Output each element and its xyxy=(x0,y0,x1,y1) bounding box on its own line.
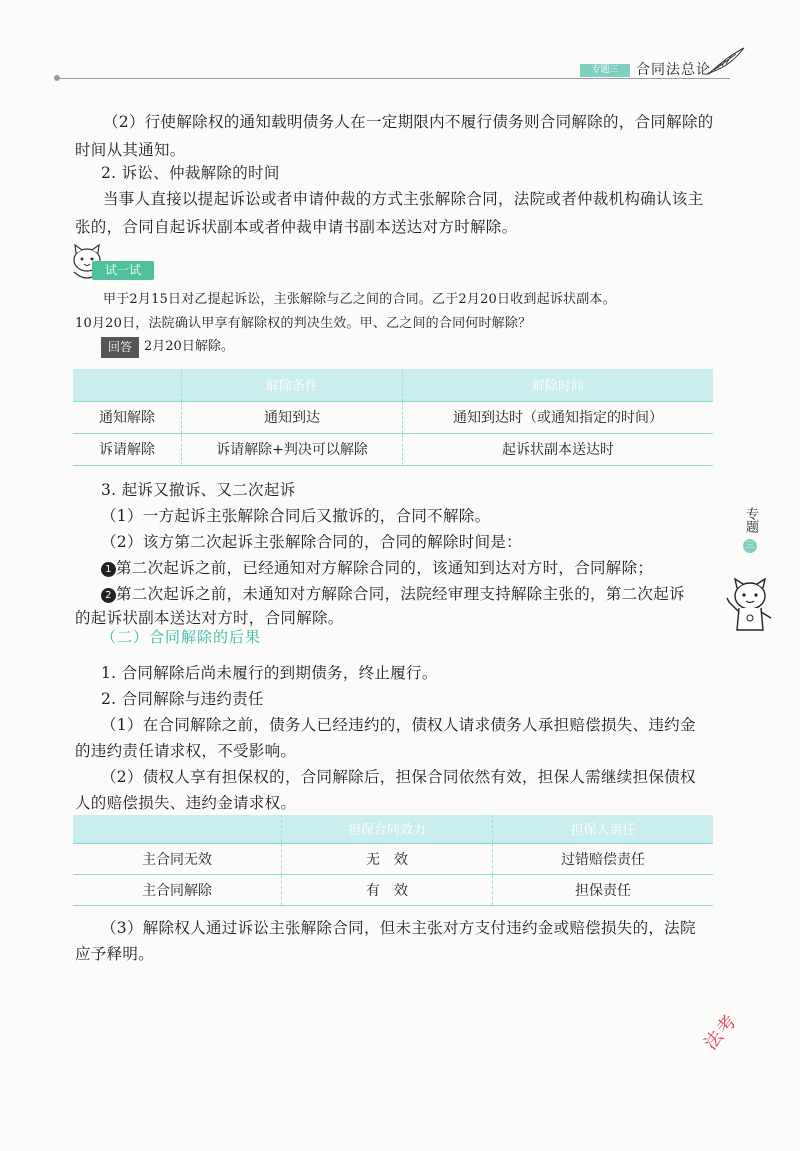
intro-heading-2: 2. 诉讼、仲裁解除的时间 xyxy=(101,164,280,182)
try-it-question-line-1: 甲于2月15日对乙提起诉讼，主张解除与乙之间的合同。乙于2月20日收到起诉状副本。 xyxy=(103,292,616,307)
section3-bullet-2-text: 第二次起诉之前，未通知对方解除合同，法院经审理支持解除主张的，第二次起诉 xyxy=(116,585,685,603)
closing-paragraph-cont: 应予释明。 xyxy=(75,945,155,963)
table1-header-condition: 解除条件 xyxy=(182,369,403,401)
table-row xyxy=(73,433,713,465)
bullet-number-1: 1 xyxy=(101,562,116,577)
waving-cat-icon xyxy=(725,578,775,636)
section3-item-1: （1）一方起诉主张解除合同后又撤诉的，合同不解除。 xyxy=(101,507,491,525)
table-row xyxy=(73,401,713,433)
consequence-item-1: 1. 合同解除后尚未履行的到期债务，终止履行。 xyxy=(101,664,438,682)
try-it-question-line-2: 10月20日，法院确认甲享有解除权的判决生效。甲、乙之间的合同何时解除？ xyxy=(75,316,532,331)
section3-bullet-1-text: 第二次起诉之前，已经通知对方解除合同的，该通知到达对方时，合同解除； xyxy=(116,559,654,577)
table1-header-empty xyxy=(73,369,182,401)
answer-text: 2月20日解除。 xyxy=(144,339,234,354)
guarantee-effect-table xyxy=(73,815,713,906)
table2-header-empty xyxy=(73,815,282,843)
header-rule xyxy=(55,78,730,79)
closing-paragraph: （3）解除权人通过诉讼主张解除合同，但未主张对方支付违约金或赔偿损失的，法院 xyxy=(101,919,696,937)
consequence-item-2: 2. 合同解除与违约责任 xyxy=(101,690,264,708)
table1-cell: 通知到达时（或通知指定的时间） xyxy=(403,401,714,433)
table2-cell: 主合同无效 xyxy=(73,843,282,874)
side-tab-number: 三 xyxy=(743,539,757,553)
section3-bullet-1 xyxy=(101,554,653,582)
table2-cell: 无 效 xyxy=(282,843,493,874)
table1-cell: 通知解除 xyxy=(73,401,182,433)
answer-label: 回答 xyxy=(101,337,139,358)
bullet-number-2: 2 xyxy=(101,588,116,603)
table1-header-time: 解除时间 xyxy=(403,369,714,401)
stamp-watermark: 法考 xyxy=(700,1009,743,1055)
section3-item-2: （2）该方第二次起诉主张解除合同的，合同的解除时间是： xyxy=(101,533,522,551)
table2-cell: 过错赔偿责任 xyxy=(493,843,714,874)
header-topic-tag: 专题三 xyxy=(580,64,630,77)
section3-bullet-2-cont: 的起诉状副本送达对方时，合同解除。 xyxy=(75,609,344,627)
feather-icon xyxy=(706,46,746,76)
table2-header-effect: 担保合同效力 xyxy=(282,815,493,843)
table2-cell: 有 效 xyxy=(282,874,493,905)
section-heading-consequence: （二）合同解除的后果 xyxy=(101,628,262,646)
table2-header-liability: 担保人责任 xyxy=(493,815,714,843)
table2-cell: 主合同解除 xyxy=(73,874,282,905)
intro-paragraph-1: （2）行使解除权的通知载明债务人在一定期限内不履行债务则合同解除的，合同解除的时间从其通知。 xyxy=(75,113,714,159)
table1-cell: 起诉状副本送达时 xyxy=(403,433,714,465)
intro-paragraph-2: 当事人直接以提起诉讼或者申请仲裁的方式主张解除合同，法院或者仲裁机构确认该主张的，合同自起诉状副本或者仲裁申请书副本送达对方时解除。 xyxy=(75,190,704,236)
side-topic-tab xyxy=(736,503,764,553)
consequence-item-4-cont: 人的赔偿损失、违约金请求权。 xyxy=(75,794,297,812)
consequence-item-3-cont: 的违约责任请求权，不受影响。 xyxy=(75,742,297,760)
side-tab-label: 专题 xyxy=(743,507,758,533)
consequence-item-4: （2）债权人享有担保权的，合同解除后，担保合同依然有效，担保人需继续担保债权 xyxy=(101,768,696,786)
header-title: 合同法总论 xyxy=(636,62,711,78)
rescission-time-table xyxy=(73,369,713,466)
table-row xyxy=(73,874,713,905)
section3-heading: 3. 起诉又撤诉、又二次起诉 xyxy=(101,481,296,499)
consequence-item-3: （1）在合同解除之前，债务人已经违约的，债权人请求债务人承担赔偿损失、违约金 xyxy=(101,716,696,734)
table2-cell: 担保责任 xyxy=(493,874,714,905)
table1-cell: 通知到达 xyxy=(182,401,403,433)
try-it-label: 试一试 xyxy=(92,261,154,280)
table1-cell: 诉请解除 xyxy=(73,433,182,465)
table1-cell: 诉请解除+判决可以解除 xyxy=(182,433,403,465)
table-row xyxy=(73,843,713,874)
